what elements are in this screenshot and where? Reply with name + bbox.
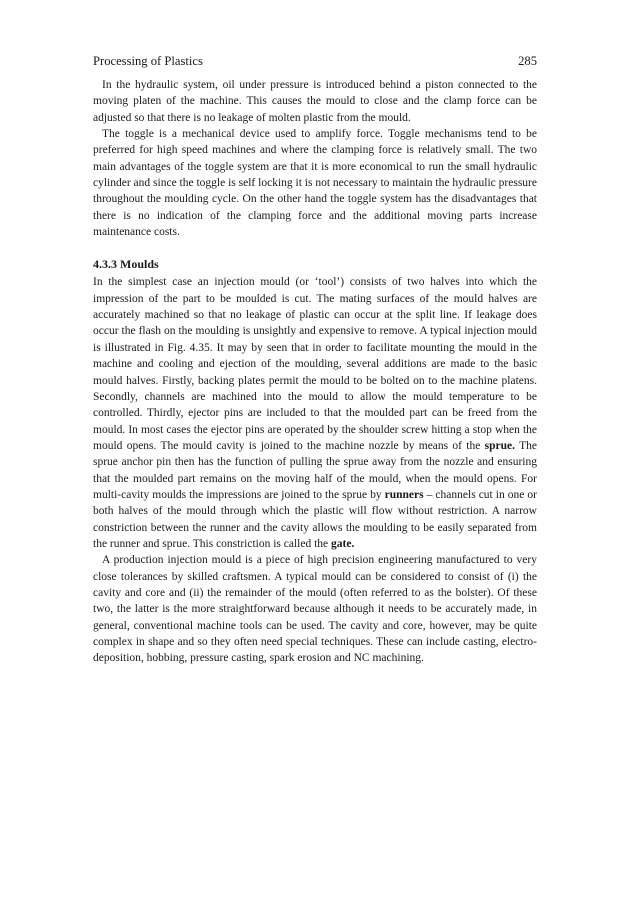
running-title: Processing of Plastics	[93, 54, 203, 68]
page-number: 285	[518, 54, 537, 68]
body-text	[93, 77, 537, 667]
paragraph-moulds	[93, 274, 537, 552]
term-sprue: sprue.	[484, 439, 516, 452]
paragraph-hydraulic: In the hydraulic system, oil under pressure is introduced behind a piston connected to the moving platen of the machine. This causes the mould to close and the clamp force can be adjusted so that there is no leakage of molten plastic from the mould.	[93, 79, 537, 124]
term-runners: runners	[384, 488, 424, 501]
moulds-text-a: In the simplest case an injection mould (or ‘tool’) consists of two halves into which the impression of the part to be moulded is cut. The mating surfaces of the mould halves are accurately machined so that no leakage of plastic can occur at the split line. If leakage does occur the flash on the moulding is unsightly and expensive to remove. A typical injection mould is illustrated in Fig. 4.35. It may by seen that in order to facilitate mounting the mould in the machine and cooling and ejection of the moulding, several additions are made to the basic mould halves. Firstly, backing plates permit the mould to be bolted on to the machine platens. Secondly, channels are machined into the mould to allow the mould temperature to be controlled. Thirdly, ejector pins are included to that the moulded part can be freed from the mould. In most cases the ejector pins are operated by the shoulder screw hitting a stop when the mould opens. The mould cavity is joined to the machine nozzle by means of the	[93, 276, 537, 452]
term-gate: gate.	[331, 537, 355, 550]
paragraph-production-mould: A production injection mould is a piece of high precision engineering manufactured to very close tolerances by skilled craftsmen. A typical mould can be considered to consist of (i) the cavity and core and (ii) the remainder of the mould (often referred to as the bolster). Of these two, the latter is the more straightforward because although it needs to be accurately made, in general, conventional machine tools can be used. The cavity and core, however, may be quite complex in shape and so they often need special techniques. These can include casting, electro-deposition, hobbing, pressure casting, spark erosion and NC machining.	[93, 554, 537, 665]
paragraph-toggle: The toggle is a mechanical device used to amplify force. Toggle mechanisms tend to be preferred for high speed machines and where the clamping force is relatively small. The two main advantages of the toggle system are that it is more economical to run the small hydraulic cylinder and since the toggle is self locking it is not necessary to maintain the hydraulic pressure throughout the moulding cycle. On the other hand the toggle system has the disadvantages that there is no indication of the clamping force and the additional moving parts increase maintenance costs.	[93, 128, 537, 239]
moulds-text-b: The sprue anchor pin then has the function of pulling the sprue away from the nozzle and ensuring that the moulded part remains on the moving half of the mould, when the mould opens. For multi-cavity moulds the impressions are joined to the sprue by	[93, 439, 538, 501]
section-heading: 4.3.3 Moulds	[93, 257, 159, 272]
moulds-text-c: – channels cut in one or both halves of the mould through which the plastic will flow without restriction. A narrow constriction between the runner and the cavity allows the moulding to be easily separated from the runner and sprue. This constriction is called the	[93, 488, 537, 550]
